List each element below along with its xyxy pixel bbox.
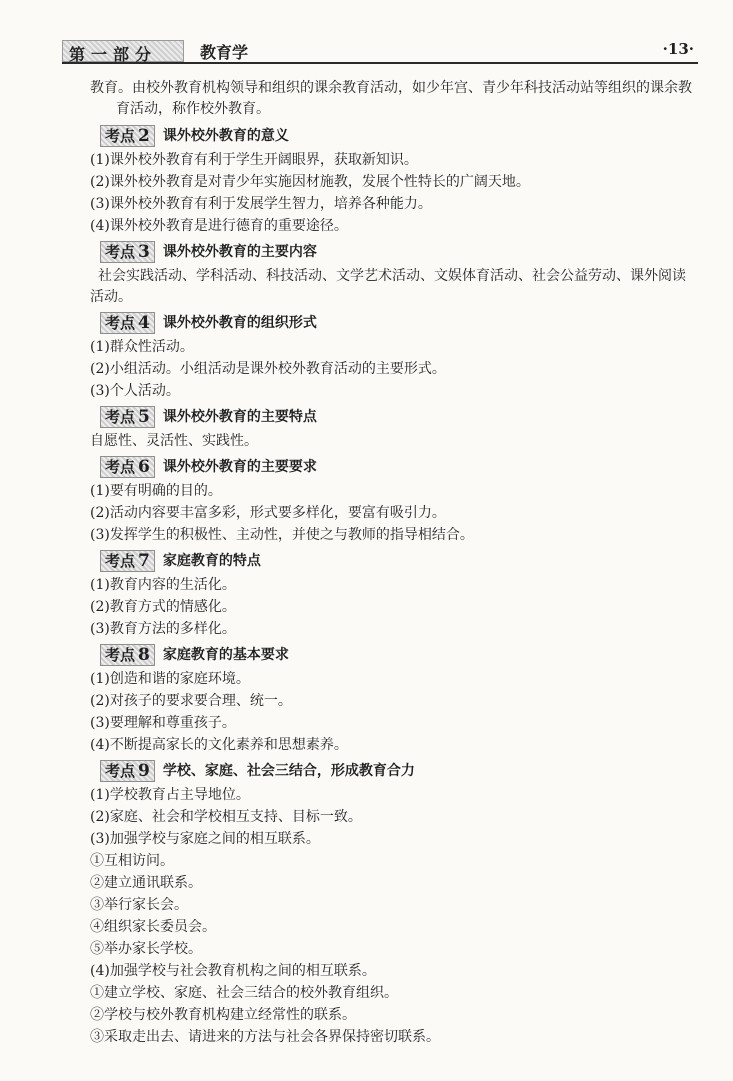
content-line: (1)创造和谐的家庭环境。: [90, 671, 250, 687]
exam-point-tag-label: 考点: [105, 126, 136, 145]
exam-point-number: 2: [138, 125, 150, 146]
exam-point-section: [90, 405, 698, 452]
exam-point-tag-label: 考点: [105, 761, 136, 780]
exam-point-heading: [100, 549, 698, 573]
exam-point-section: [90, 455, 698, 546]
exam-point-section: [90, 549, 698, 640]
exam-point-number: 7: [138, 550, 150, 571]
exam-point-title: 家庭教育的特点: [162, 552, 261, 569]
exam-point-tag: [100, 406, 155, 428]
content-line: ②学校与校外教育机构建立经常性的联系。: [90, 1007, 356, 1023]
exam-point-tag-label: 考点: [105, 407, 136, 426]
content-line: (2)小组活动。小组活动是课外校外教育活动的主要形式。: [90, 361, 446, 377]
exam-point-section: [90, 240, 698, 308]
exam-point-tag: [100, 241, 155, 263]
exam-point-tag: [100, 312, 155, 334]
page-body: [90, 78, 698, 1049]
exam-point-section: [90, 759, 698, 1048]
content-line: ①互相访问。: [90, 853, 174, 869]
exam-point-title: 课外校外教育的主要内容: [162, 243, 317, 260]
content-line: 自愿性、灵活性、实践性。: [90, 433, 258, 449]
content-line: (2)教育方式的情感化。: [90, 599, 236, 615]
content-line: (1)学校教育占主导地位。: [90, 787, 250, 803]
exam-point-number: 9: [138, 760, 150, 781]
page-header: [62, 38, 698, 64]
exam-point-heading: [100, 643, 698, 667]
exam-point-title: 学校、家庭、社会三结合，形成教育合力: [162, 762, 415, 779]
exam-point-tag-label: 考点: [105, 313, 136, 332]
exam-point-tag-label: 考点: [105, 242, 136, 261]
exam-point-number: 8: [138, 644, 150, 665]
part-label: 第一部分: [69, 45, 158, 64]
content-line: ②建立通讯联系。: [90, 875, 202, 891]
exam-point-heading: [100, 311, 698, 335]
content-line: (3)要理解和尊重孩子。: [90, 715, 236, 731]
content-line: (1)课外校外教育有利于学生开阔眼界，获取新知识。: [90, 152, 418, 168]
intro-paragraph: 教育。由校外教育机构领导和组织的课余教育活动，如少年宫、青少年科技活动站等组织的课余教育活动，称作校外教育。: [90, 80, 692, 117]
content-line: (3)发挥学生的积极性、主动性，并使之与教师的指导相结合。: [90, 527, 474, 543]
sections-container: [90, 124, 698, 1048]
exam-point-number: 3: [138, 241, 150, 262]
content-line: ④组织家长委员会。: [90, 919, 216, 935]
content-line: (4)加强学校与社会教育机构之间的相互联系。: [90, 963, 376, 979]
content-line: ①建立学校、家庭、社会三结合的校外教育组织。: [90, 985, 398, 1001]
exam-point-heading: [100, 405, 698, 429]
exam-point-tag-label: 考点: [105, 457, 136, 476]
content-line: 社会实践活动、学科活动、科技活动、文学艺术活动、文娱体育活动、社会公益劳动、课外阅读活动。: [90, 268, 686, 305]
exam-point-tag: [100, 644, 155, 666]
exam-point-tag: [100, 760, 155, 782]
header-divider: [62, 62, 698, 64]
page-number: ·13·: [662, 40, 694, 58]
content-line: (3)个人活动。: [90, 383, 180, 399]
exam-point-heading: [100, 124, 698, 148]
content-line: (4)课外校外教育是进行德育的重要途径。: [90, 218, 348, 234]
exam-point-title: 课外校外教育的主要要求: [162, 458, 317, 475]
exam-point-tag: [100, 456, 155, 478]
exam-point-section: [90, 124, 698, 237]
content-line: (3)加强学校与家庭之间的相互联系。: [90, 831, 320, 847]
content-line: ③采取走出去、请进来的方法与社会各界保持密切联系。: [90, 1029, 440, 1045]
content-line: (4)不断提高家长的文化素养和思想素养。: [90, 737, 348, 753]
subject-title: 教育学: [200, 43, 249, 62]
content-line: (2)课外校外教育是对青少年实施因材施教，发展个性特长的广阔天地。: [90, 174, 530, 190]
content-line: ⑤举办家长学校。: [90, 941, 202, 957]
exam-point-number: 4: [138, 312, 150, 333]
content-line: (3)教育方法的多样化。: [90, 621, 236, 637]
exam-point-tag: [100, 125, 155, 147]
content-line: (1)要有明确的目的。: [90, 483, 222, 499]
exam-point-title: 课外校外教育的组织形式: [162, 314, 317, 331]
exam-point-title: 家庭教育的基本要求: [162, 646, 289, 663]
exam-point-heading: [100, 759, 698, 783]
exam-point-number: 5: [138, 406, 150, 427]
content-line: (3)课外校外教育有利于发展学生智力，培养各种能力。: [90, 196, 432, 212]
content-line: (2)活动内容要丰富多彩，形式要多样化，要富有吸引力。: [90, 505, 446, 521]
content-line: (2)对孩子的要求要合理、统一。: [90, 693, 292, 709]
exam-point-number: 6: [138, 456, 150, 477]
exam-point-tag: [100, 550, 155, 572]
content-line: (1)教育内容的生活化。: [90, 577, 236, 593]
content-line: ③举行家长会。: [90, 897, 188, 913]
content-line: (2)家庭、社会和学校相互支持、目标一致。: [90, 809, 362, 825]
exam-point-tag-label: 考点: [105, 645, 136, 664]
exam-point-section: [90, 643, 698, 756]
part-label-box: [62, 40, 184, 62]
exam-point-section: [90, 311, 698, 402]
exam-point-heading: [100, 240, 698, 264]
exam-point-tag-label: 考点: [105, 551, 136, 570]
content-line: (1)群众性活动。: [90, 339, 194, 355]
exam-point-title: 课外校外教育的主要特点: [162, 408, 317, 425]
exam-point-title: 课外校外教育的意义: [162, 127, 289, 144]
exam-point-heading: [100, 455, 698, 479]
